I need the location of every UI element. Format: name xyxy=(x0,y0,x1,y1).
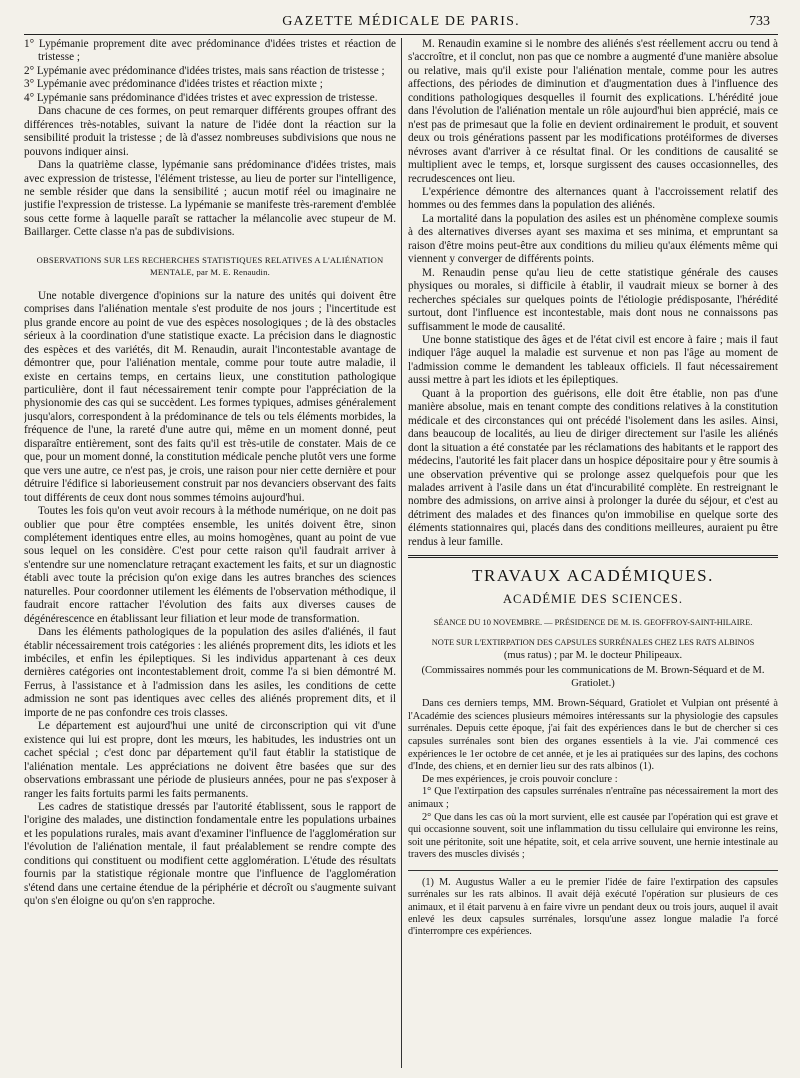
section-heading: TRAVAUX ACADÉMIQUES. xyxy=(471,566,714,586)
column-divider xyxy=(401,38,402,1068)
paragraph: 2° Que dans les cas où la mort survient, elle est causée par l'opération qui est grave et qui occasionne souvent, soit une inflammation du tissu cellulaire qui environne les reins, soit une péritonite, soit une hépatite, soit, et cela arrive souvent, une hernie intestinale au travers des muscles divisés ; xyxy=(408,811,778,861)
section-title: OBSERVATIONS SUR LES RECHERCHES STATISTIQUES RELATIVES A L'ALIÉNATION MENTALE, par M. E. Renaudin. xyxy=(36,254,384,277)
list-item: 3° Lypémanie avec prédominance d'idées tristes et réaction mixte ; xyxy=(24,78,323,91)
paragraph: De mes expériences, je crois pouvoir conclure : xyxy=(422,773,618,785)
paragraph: Le département est aujourd'hui une unité de circonscription qui vit d'une existence qui lui est propre, dont les mœurs, les habitudes, les industries ont un cachet spécial ; c'est donc par département qu'il faut établir la statistique de l'aliénation mentale. Les appréciations ne doivent être basées que sur des observations embrassant une période de plusieurs années, pour ne pas s'exposer à ranger les faits fortuits parmi les faits permanents. xyxy=(24,720,396,800)
list-item: 4° Lypémanie sans prédominance d'idées tristes et avec expression de tristesse. xyxy=(24,91,378,104)
section-rule xyxy=(408,555,778,558)
page-number: 733 xyxy=(749,14,770,29)
left-column xyxy=(24,38,396,1072)
session-line: SÉANCE DU 10 NOVEMBRE. — PRÉSIDENCE DE M. IS. GEOFFROY-SAINT-HILAIRE. xyxy=(433,618,753,628)
paragraph: Dans la quatrième classe, lypémanie sans prédominance d'idées tristes, mais avec expression de tristesse, l'élément tristesse, au lieu de porter sur l'intelligence, ne semble résider que dans la sensibilité ; aucun motif réel ou imaginaire ne justifie l'expression de tristesse. La lypémanie se manifeste très-rarement d'emblée sous cette forme à laquelle paraît se rattacher la mélancolie avec stupeur de M. Baillarger. Cette classe n'a pas de subdivisions. xyxy=(24,159,396,239)
note-subtitle: (mus ratus) ; par M. le docteur Philipeaux. xyxy=(503,650,683,662)
paragraph: Une bonne statistique des âges et de l'état civil est encore à faire ; mais il faut indiquer l'âge auquel la maladie est survenue et non pas l'âge au moment de l'admission comme le demandent les tableaux officiels. Il faut nécessairement aussi mettre à part les idiots et les épileptiques. xyxy=(408,333,778,387)
commission-note: (Commissaires nommés pour les communications de M. Brown-Séquard et de M. Gratiolet.) xyxy=(421,665,765,689)
paragraph: Les cadres de statistique dressés par l'autorité établissent, sous le rapport de l'origine des malades, une distinction fondamentale entre les populations urbaines et les populations rurales, mais avant d'examiner l'influence de l'agglomération sur l'évolution de l'aliénation mentale, il faut préalablement se rendre compte des conditions qui constituent ou modifient cette agglomération. L'étude des résultats fournis par la statistique régionale montre que l'influence de l'agglomération s'étend dans une certaine étendue de la périphérie et décroît ou s'augmente suivant qu'on s'en éloigne ou qu'on s'en rapproche. xyxy=(24,801,396,908)
note-title: NOTE SUR L'EXTIRPATION DES CAPSULES SURRÉNALES CHEZ LES RATS ALBINOS xyxy=(431,638,755,648)
paragraph: M. Renaudin examine si le nombre des aliénés s'est réellement accru ou tend à s'accroître, et il conclut, non pas que ce nombre a augmenté d'une manière absolue ou relative, mais qu'il existe pour l'aliénation mentale, comme pour les autres affections, des périodes de diminution et d'augmentation dues à l'influence des conditions pathologiques desquelles il fournit des explications. L'hérédité joue dans l'évolution de l'aliénation mentale un rôle aujourd'hui bien apprécié, mais ce n'est pas de primesaut que la folie en devient ordinairement le produit, et souvent deux ou trois générations passent par les modifications protéiformes de diverses névroses avant d'arriver à ce résultat final. Or les conditions de causalité se multiplient avec le temps, et, lorsque surgissent des causes occasionnelles, des recrudescences ont lieu. xyxy=(408,38,778,185)
paragraph: 1° Que l'extirpation des capsules surrénales n'entraîne pas nécessairement la mort des animaux ; xyxy=(408,786,778,810)
paragraph: M. Renaudin pense qu'au lieu de cette statistique générale des causes physiques ou morales, si difficile à établir, il vaudrait mieux se borner à des recherches spéciales sur quelques points de l'étiologie prédisposante, l'hérédité surtout, dont l'influence est incontestable, mais dont nous ne connaissons pas suffisamment le mode de causalité. xyxy=(408,266,778,333)
academy-heading: ACADÉMIE DES SCIENCES. xyxy=(503,592,683,607)
paragraph: L'expérience démontre des alternances quant à l'accroissement relatif des hommes ou des femmes dans la population des aliénés. xyxy=(408,185,778,212)
paragraph: Dans ces derniers temps, MM. Brown-Séquard, Gratiolet et Vulpian ont présenté à l'Académie des sciences plusieurs mémoires intéressants sur la physiologie des capsules surrénales. Depuis cette époque, j'ai fait des expériences dans le but de chercher si ces capsules surrénales sont bien des organes essentiels à la vie. J'ai commencé ces expériences le 1er octobre de cet année, et je les ai pratiquées sur des lapins, des cochons d'Inde, des chiens, et en dernier lieu sur des rats albinos (1). xyxy=(408,698,778,773)
paragraph: Toutes les fois qu'on veut avoir recours à la méthode numérique, on ne doit pas oublier que pour être comptées ensemble, les unités doivent être, sinon complétement identiques entre elles, au moins homogènes, quant au point de vue sous lequel on les considère. C'est pour cette raison qu'il faudrait arriver à s'entendre sur une nomenclature retraçant exactement les faits, et sur un diagnostic établi avec toute la précision qu'on exige dans les autres branches des sciences naturelles. Pour coordonner utilement les éléments de l'observation méthodique, il faudrait encore rattacher l'évolution des faits aux diverses causes de dégénérescence en établissant leur filiation et leur mode de transformation. xyxy=(24,505,396,625)
footnote-text: (1) M. Augustus Waller a eu le premier l'idée de faire l'extirpation des capsules surrénales sur les rats albinos. Il avait déjà exécuté l'opération sur plusieurs de ces animaux, et il était parvenu à en faire vivre un pendant deux ou trois jours, auquel il avait enlevé les deux capsules surrénales, lorsqu'une assez longue maladie l'a forcé d'interrompre ces expériences. xyxy=(408,876,778,938)
paragraph: Une notable divergence d'opinions sur la nature des unités qui doivent être comprises dans l'aliénation mentale s'est produite de nos jours ; l'incertitude est plus grande encore au point de vue des espèces nosologiques ; de là des obstacles sérieux à la coordination d'une statistique exacte. La précision dans le diagnostic des espèces et des variétés, dit M. Renaudin, aurait l'incontestable avantage de démontrer que, pour l'aliénation mentale, comme pour toute autre maladie, il existe en certains temps, en certains lieux, une constitution pathologique particulière, dont il faut nécessairement tenir compte pour l'appréciation de la physionomie des cas qui se succèdent. Les formes typiques, admises généralement jusqu'alors, correspondent à la prédominance de tels ou tels éléments morbides, la fréquence de l'une, la rareté d'une autre qui, même en un moment donné, peut disparaître entièrement, sont des faits qu'il est très-utile de constater. Mais de ce que, pour un moment donné, la constitution médicale penche plutôt vers une forme que vers une autre, ce n'est pas, je crois, une raison pour nier cette dernière et pour détruire l'édifice si laborieusement construit par nos devanciers observant des faits tout différents de ceux dont nous sommes témoins aujourd'hui. xyxy=(24,289,396,504)
header-rule xyxy=(24,34,778,35)
paragraph: Dans chacune de ces formes, on peut remarquer différents groupes offrant des différences très-notables, suivant la nature de l'idée dont la réaction sur la sensibilité produit la tristesse ; de là d'assez nombreuses subdivisions que nous ne pouvons indiquer ainsi. xyxy=(24,105,396,158)
note-body xyxy=(408,698,778,862)
running-title: GAZETTE MÉDICALE DE PARIS. xyxy=(282,14,520,29)
page-header xyxy=(24,12,778,36)
columns xyxy=(24,38,778,1072)
footnote-rule xyxy=(408,870,778,871)
paragraph: Quant à la proportion des guérisons, elle doit être établie, non pas d'une manière absolue, mais en tenant compte des conditions relatives à la constitution médicale et des circonstances qui ont précédé l'isolement dans les asiles. Ainsi, dans beaucoup de localités, au lieu de diriger directement sur l'asile les aliénés dont la situation a été constatée par les réclamations des habitants et le rapport des médecins, l'autorité les fait placer dans un hospice dépositaire pour y être soumis à une observation préventive qui se prolonge assez quelquefois pour que les malades arrivent à l'asile dans un état d'incurabilité complète. En restreignant le nombre des admissions, on arrive ainsi à prolonger la durée du séjour, et c'est au détriment des malades et des finances qu'on immobilise en quelque sorte des éléments stationnaires qui, placés dans des conditions meilleures, auraient pu être rendus à leur famille. xyxy=(408,387,778,548)
paragraph: Dans les éléments pathologiques de la population des asiles d'aliénés, il faut établir nécessairement trois catégories : les aliénés proprement dits, les idiots et les imbéciles, et enfin les épileptiques. Si les individus appartenant à ces deux dernières catégories ont incontestablement droit, comme l'a si bien démontré M. Ferrus, à l'assistance et à l'admission dans les asiles, les conditions de cette admission ne sont pas identiques avec celles des aliénés proprement dits, et il importe de ne pas confondre ces trois classes. xyxy=(24,626,396,719)
right-column xyxy=(408,38,778,1072)
list-item: 2° Lypémanie avec prédominance d'idées tristes, mais sans réaction de tristesse ; xyxy=(24,64,385,77)
paragraph: La mortalité dans la population des asiles est un phénomène complexe soumis à des alternatives diverses ayant ses maxima et ses minima, et empruntant sa raison d'être moins peut-être aux conditions du milieu qu'aux éléments même qui viennent y converger de différents points. xyxy=(408,212,778,266)
list-item: 1° Lypémanie proprement dite avec prédominance d'idées tristes et réaction de tristesse ; xyxy=(24,38,396,64)
footnote xyxy=(408,877,778,938)
